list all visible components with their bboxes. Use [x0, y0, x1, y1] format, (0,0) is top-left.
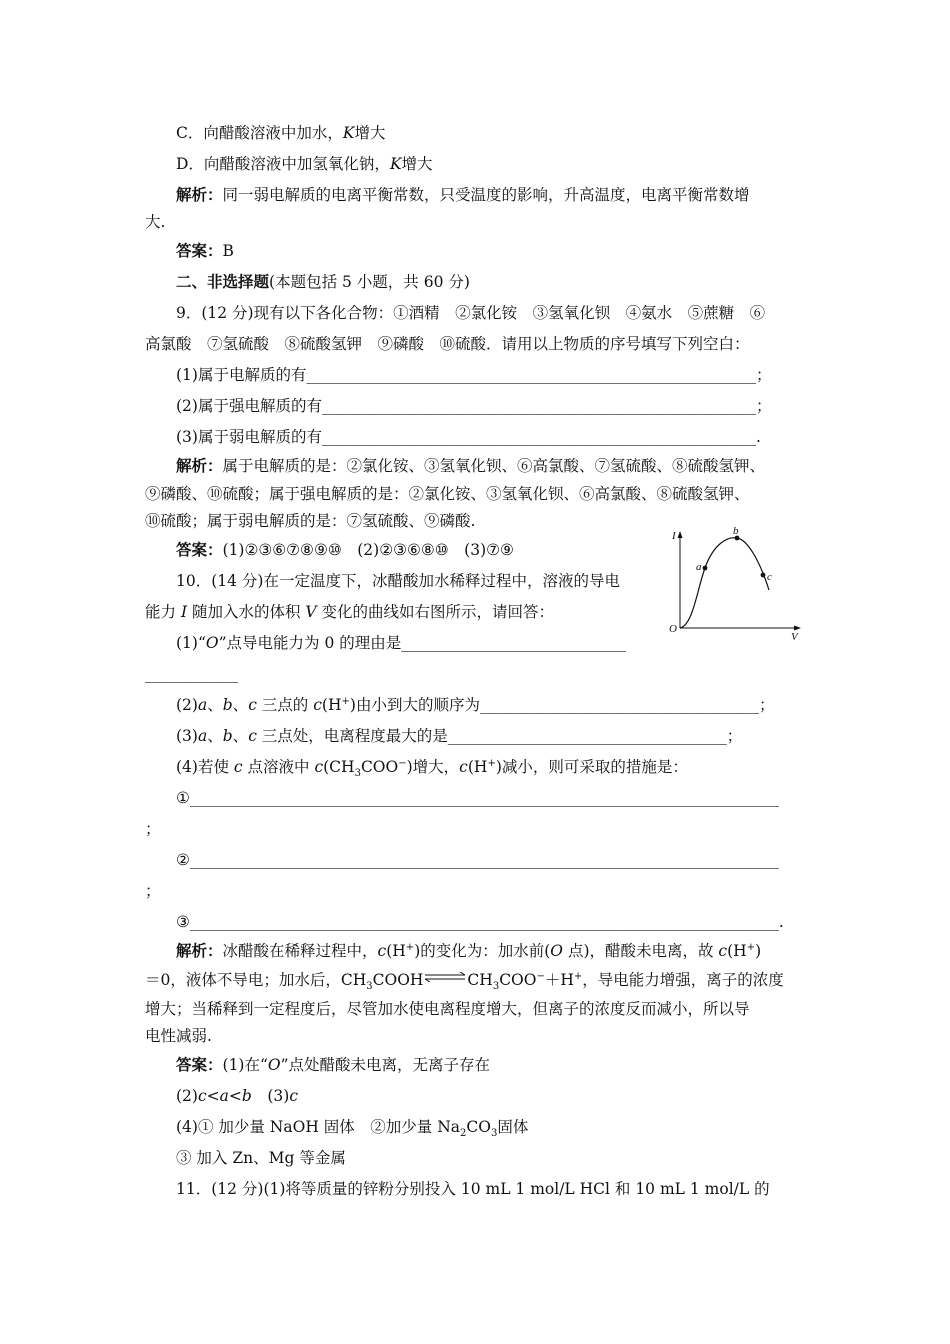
q8-analysis-line1: 解析：同一弱电解质的电离平衡常数，只受温度的影响，升高温度，电离平衡常数增: [176, 185, 750, 204]
q10-measure3: ③____________________________________________________________________________.: [176, 913, 784, 931]
q9-answer: 答案：(1)②③⑥⑦⑧⑨⑩ (2)②③⑥⑧⑩ (3)⑦⑨: [176, 540, 514, 559]
q10-part4: (4)若使 c 点溶液中 $c(CH_3COO^-)$增大，c(H+)减小，则可采取的措施是：: [176, 757, 688, 780]
q9-part1: (1)属于电解质的有__________________________________________________________；: [176, 366, 772, 384]
q10-stem-line1: 10．(14 分)在一定温度下，冰醋酸加水稀释过程中，溶液的导电: [176, 572, 620, 590]
q9-analysis-line3: ⑩硫酸；属于弱电解质的是：⑦氢硫酸、⑨磷酸.: [145, 512, 476, 530]
conductivity-graph: [665, 525, 810, 645]
q10-part3: (3)a、b、c 三点处，电离程度最大的是____________________________________；: [176, 727, 743, 745]
q10-answer-2-3: (2)c<a<b (3)c: [176, 1087, 298, 1105]
q10-measure2: ②____________________________________________________________________________: [176, 851, 779, 869]
graph-x-label: V: [791, 631, 798, 643]
q10-analysis-line2: ＝0，液体不导电；加水后，$CH_3COOH$ $CH_3COO^-+H^+$，导电能力增强，离子的浓度: [145, 970, 784, 990]
graph-origin-label: O: [669, 623, 677, 635]
graph-label-c: c: [767, 571, 772, 583]
section2-title: 二、非选择题(本题包括 5 小题，共 60 分): [176, 272, 470, 291]
q10-part1: (1)“O”点导电能力为 0 的理由是_____________________________: [176, 634, 626, 652]
q8-answer: 答案：B: [176, 241, 234, 260]
q8-option-c: C．向醋酸溶液中加水，K增大: [176, 124, 386, 142]
q10-analysis-line4: 电性减弱.: [145, 1027, 212, 1045]
q9-analysis-line2: ⑨磷酸、⑩硫酸；属于强电解质的是：②氯化铵、③氢氧化钡、⑥高氯酸、⑧硫酸氢钾、: [145, 485, 750, 503]
q10-answer-1: 答案：(1)在“O”点处醋酸未电离，无离子存在: [176, 1055, 491, 1074]
conductivity-curve: [680, 538, 769, 628]
q8-analysis-line2: 大.: [145, 213, 166, 231]
q10-analysis-line3: 增大；当稀释到一定程度后，尽管加水使电离程度增大，但离子的浓度反而减小，所以导: [145, 1000, 750, 1018]
q10-measure1-end: ；: [145, 820, 161, 838]
graph-label-b: b: [733, 525, 739, 537]
q9-part2: (2)属于强电解质的有________________________________________________________；: [176, 397, 772, 415]
q10-measure2-end: ；: [145, 882, 161, 900]
q11-stem-line1: 11．(12 分)(1)将等质量的锌粉分别投入 10 mL 1 mol/L HCl 和 10 mL 1 mol/L 的: [176, 1180, 770, 1198]
q9-analysis-line1: 解析：属于电解质的是：②氯化铵、③氢氧化钡、⑥高氯酸、⑦氢硫酸、⑧硫酸氢钾、: [176, 456, 766, 475]
graph-label-a: a: [696, 561, 702, 573]
q8-option-d: D．向醋酸溶液中加氢氧化钠，K增大: [176, 155, 433, 173]
q9-stem-line2: 高氯酸 ⑦氢硫酸 ⑧硫酸氢钾 ⑨磷酸 ⑩硫酸．请用以上物质的序号填写下列空白：: [145, 335, 750, 353]
q10-part2: (2)a、b、c 三点的 c(H+)由小到大的顺序为____________________________________；: [176, 695, 775, 714]
q9-stem-line1: 9．(12 分)现有以下各化合物：①酒精 ②氯化铵 ③氢氧化钡 ④氨水 ⑤蔗糖 ⑥: [176, 304, 766, 322]
q10-stem-line2: 能力 I 随加入水的体积 V 变化的曲线如右图所示，请回答：: [145, 603, 555, 621]
q10-analysis-line1: 解析：冰醋酸在稀释过程中，c(H+)的变化为：加水前(O 点)，醋酸未电离，故 c(H+): [176, 941, 762, 960]
q10-measure1: ①____________________________________________________________________________: [176, 789, 779, 807]
q9-part3: (3)属于弱电解质的有________________________________________________________.: [176, 428, 761, 446]
graph-y-label: I: [672, 530, 676, 542]
point-a: [703, 566, 708, 571]
point-c: [761, 573, 766, 578]
q10-answer-4-cont: ③ 加入 Zn、Mg 等金属: [176, 1149, 346, 1167]
equilibrium-arrow-icon: [423, 967, 467, 987]
q10-answer-4: (4)① 加少量 NaOH 固体 ②加少量 $Na_2CO_3$固体: [176, 1118, 529, 1140]
q10-part1-cont: ____________: [145, 665, 238, 683]
